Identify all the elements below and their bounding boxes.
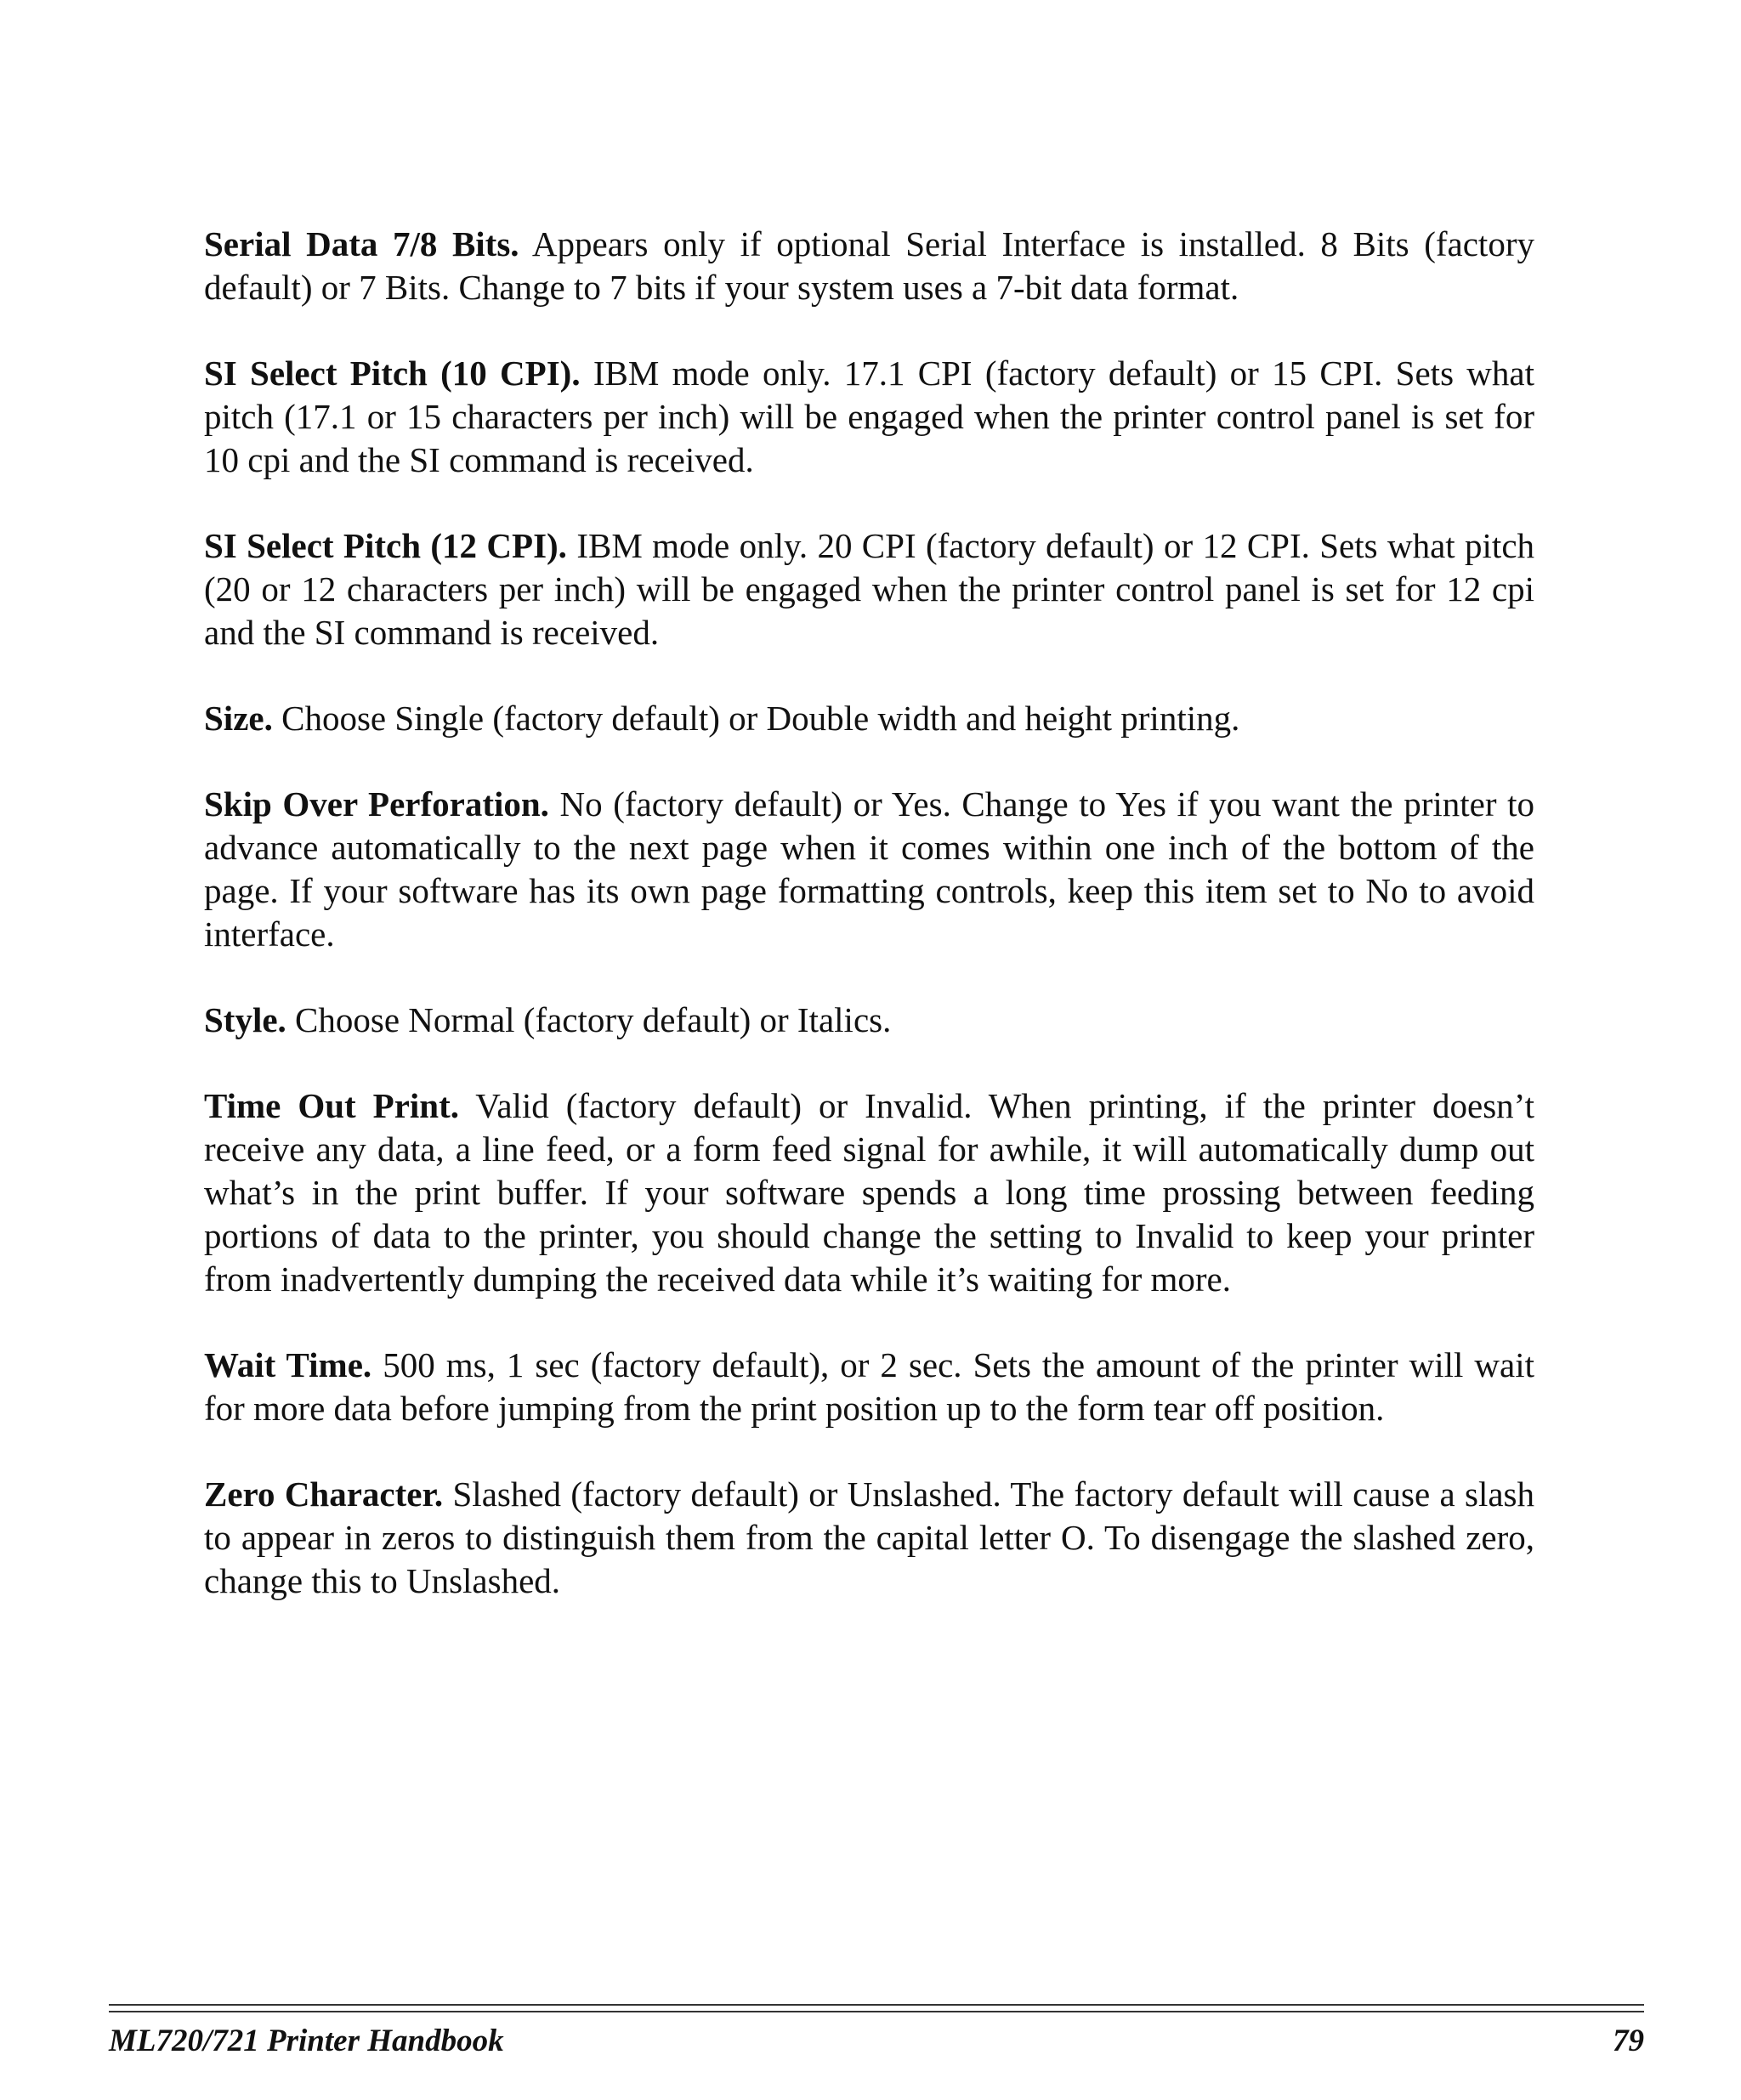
entry-text: Slashed (factory default) or Unslashed. The factory default will cause a slash to appear in zeros to distinguish them from the capital letter O. To disengage the slashed zero, change this to Unslashed. [204, 1475, 1534, 1600]
entry-wait-time [204, 1344, 1534, 1430]
footer-divider [109, 2004, 1644, 2006]
entry-term: Time Out Print. [204, 1086, 459, 1125]
entry-size [204, 697, 1534, 740]
entry-text: Choose Normal (factory default) or Italics. [295, 1000, 892, 1039]
entry-serial-data-bits [204, 223, 1534, 309]
footer-page-number: 79 [1613, 2024, 1644, 2058]
entry-time-out-print [204, 1084, 1534, 1301]
entry-style [204, 999, 1534, 1042]
entry-term: Wait Time. [204, 1345, 372, 1384]
page-footer [109, 2023, 1644, 2060]
page-body [204, 223, 1534, 1645]
entry-text: IBM mode only. 20 CPI (factory default) or 12 CPI. Sets what pitch (20 or 12 characters per inch) will be engaged when the printer control panel is set for 12 cpi and the SI command is received. [204, 526, 1535, 652]
entry-text: Appears only if optional Serial Interface is installed. 8 Bits (factory default) or 7 Bits. Change to 7 bits if your system uses a 7-bit data format. [204, 224, 1534, 307]
entry-skip-over-perforation [204, 783, 1534, 956]
entry-term: Serial Data 7/8 Bits. [204, 224, 519, 263]
entry-zero-character [204, 1473, 1534, 1603]
entry-term: SI Select Pitch (10 CPI). [204, 354, 581, 393]
entry-text: No (factory default) or Yes. Change to Yes if you want the printer to advance automatically to the next page when it comes within one inch of the bottom of the page. If your software has its own page formatting controls, keep this item set to No to avoid interface. [204, 784, 1535, 954]
entry-term: Zero Character. [204, 1475, 444, 1514]
entry-term: Skip Over Perforation. [204, 784, 549, 824]
footer-book-title: ML720/721 Printer Handbook [109, 2024, 504, 2058]
entry-si-select-pitch-12 [204, 524, 1534, 654]
entry-term: Style. [204, 1000, 286, 1039]
footer-divider [109, 2011, 1644, 2012]
entry-text: Valid (factory default) or Invalid. When printing, if the printer doesn’t receive any data, a line feed, or a form feed signal for awhile, it will automatically dump out what’s in the print buffer. If your software spends a long time prossing between feeding portions of data to the printer, you should change the setting to Invalid to keep your printer from inadvertently dumping the received data while it’s waiting for more. [204, 1086, 1534, 1299]
entry-text: 500 ms, 1 sec (factory default), or 2 sec. Sets the amount of the printer will wait for more data before jumping from the print position up to the form tear off position. [204, 1345, 1535, 1428]
entry-term: SI Select Pitch (12 CPI). [204, 526, 567, 565]
entry-text: Choose Single (factory default) or Double width and height printing. [281, 699, 1240, 738]
entry-text: IBM mode only. 17.1 CPI (factory default) or 15 CPI. Sets what pitch (17.1 or 15 characters per inch) will be engaged when the printer control panel is set for 10 cpi and the SI command is received. [204, 354, 1534, 479]
entry-si-select-pitch-10 [204, 352, 1534, 482]
entry-term: Size. [204, 699, 273, 738]
